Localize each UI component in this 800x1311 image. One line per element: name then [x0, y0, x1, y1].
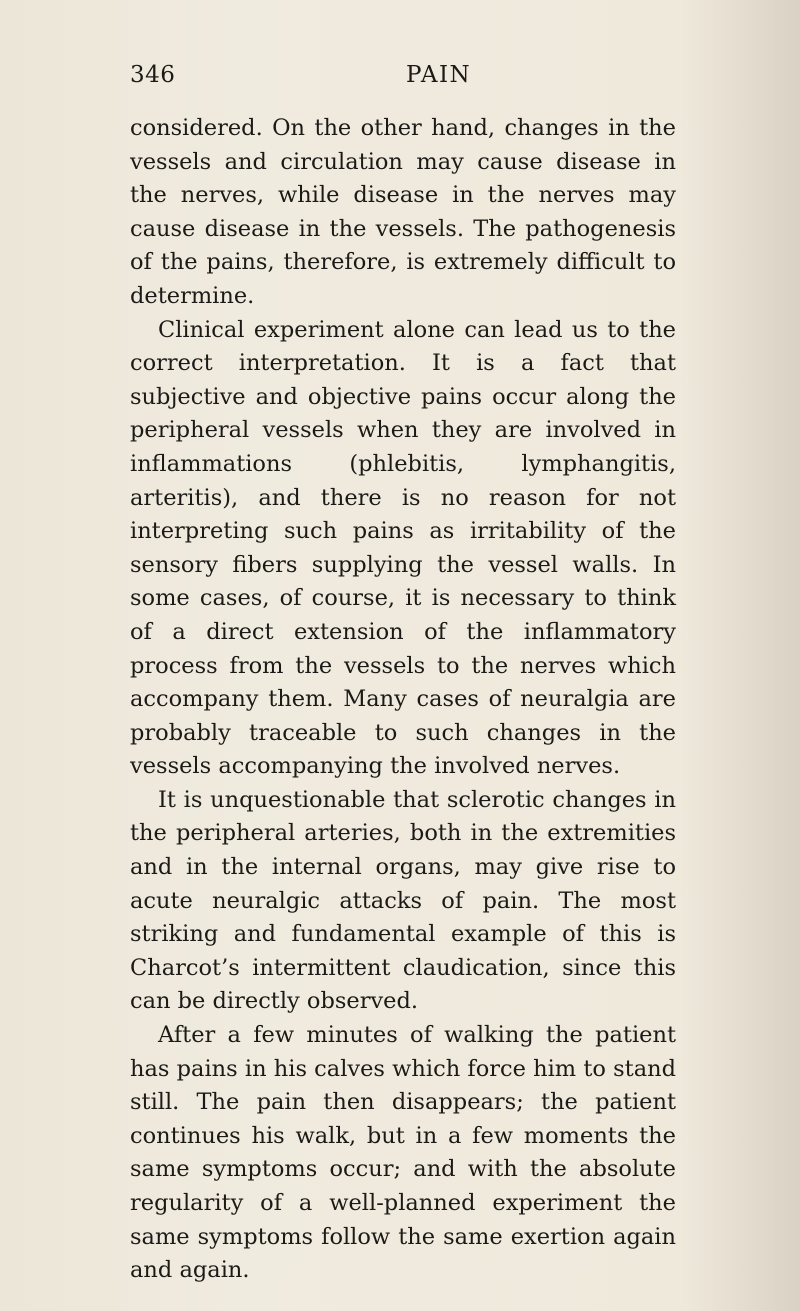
body-text: [130, 112, 676, 1288]
page-number: 346: [130, 62, 176, 88]
paragraph: After a few minutes of walking the patient has pains in his calves which force him to stand still. The pain then disappears; the patient continues his walk, but in a few moments the same symptoms occur; and with the absolute regularity of a well-planned experiment the same symptoms follow the same exertion again and again.: [130, 1022, 676, 1284]
paragraph: It is unquestionable that sclerotic changes in the peripheral arteries, both in the extremities and in the internal organs, may give rise to acute neuralgic attacks of pain. The most striking and fundamental example of this is Charcot’s intermittent claudication, since this can be directly observed.: [130, 786, 676, 1015]
running-title: PAIN: [406, 62, 472, 88]
paragraph: Clinical experiment alone can lead us to the correct interpretation. It is a fact that subjective and objective pains occur along the peripheral vessels when they are involved in inflammations (phlebitis, lymphangitis, arteritis), and there is no reason for not interpreting such pains as irritability of the sensory fibers supplying the vessel walls. In some cases, of course, it is necessary to think of a direct extension of the inflammatory process from the vessels to the nerves which accompany them. Many cases of neuralgia are probably traceable to such changes in the vessels accompanying the involved nerves.: [130, 316, 676, 780]
paragraph: considered. On the other hand, changes in the vessels and circulation may cause disease in the nerves, while disease in the nerves may cause disease in the vessels. The pathogenesis of the pains, therefore, is extremely difficult to determine.: [130, 115, 676, 309]
page-header: [130, 62, 670, 92]
